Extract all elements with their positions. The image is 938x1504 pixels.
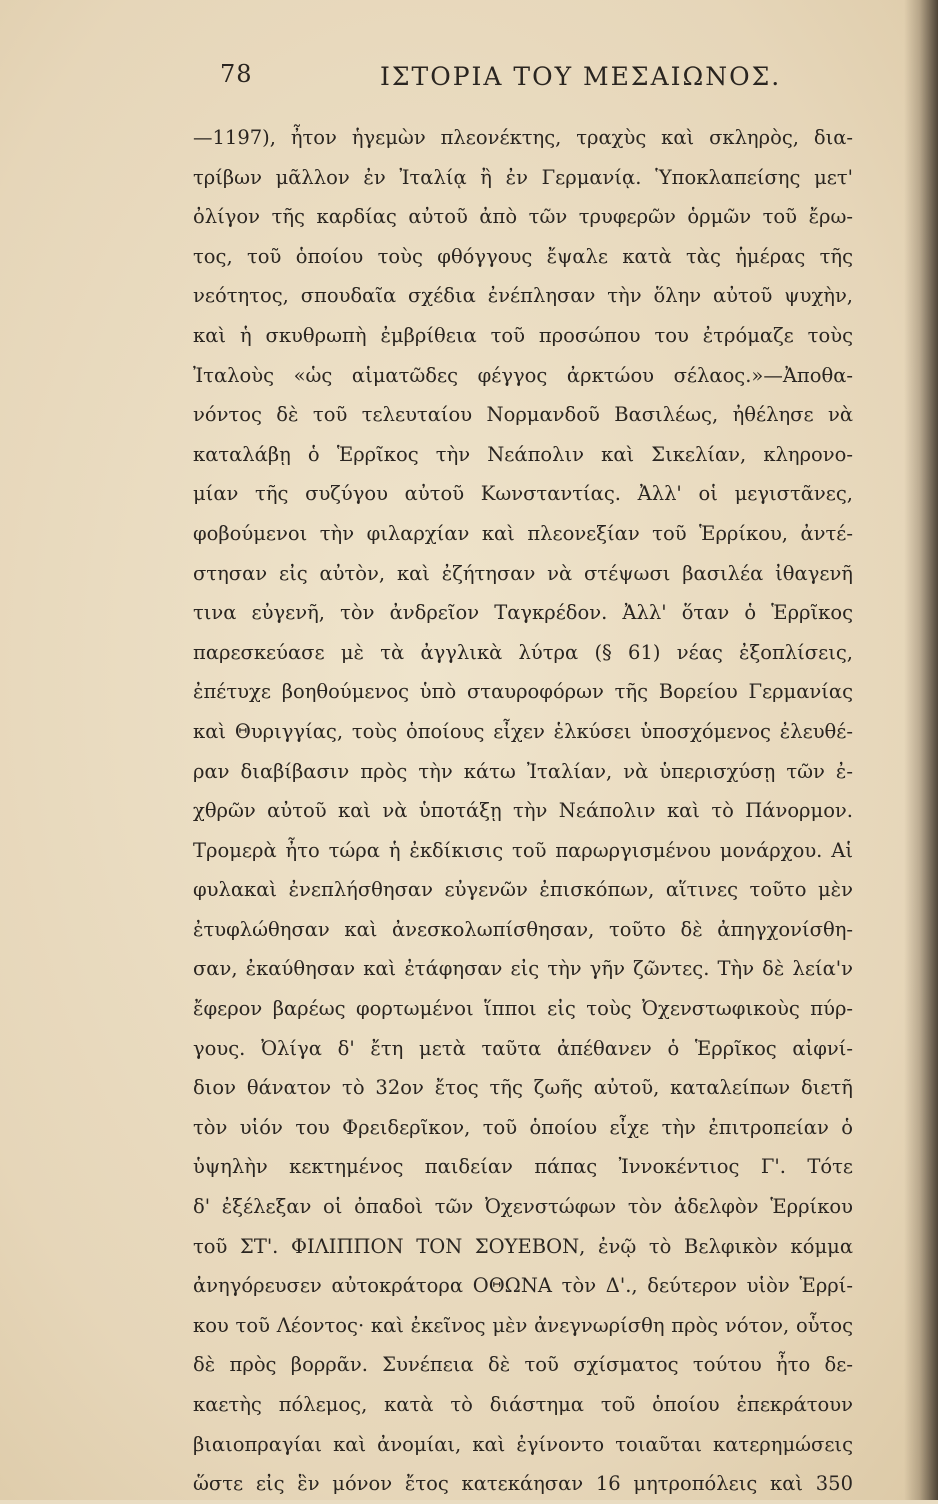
text-line: καὶ ἡ σκυθρωπὴ ἐμβρίθεια τοῦ προσώπου του ἐτρόμαζε τοὺς xyxy=(193,323,853,347)
text-line: Τρομερὰ ἦτο τώρα ἡ ἐκδίκισις τοῦ παρωργισμένου μονάρχου. Αἱ xyxy=(193,838,853,862)
text-line: νόντος δὲ τοῦ τελευταίου Νορμανδοῦ Βασιλέως, ἠθέλησε νὰ xyxy=(193,403,853,427)
text-line: στησαν εἰς αὐτὸν, καὶ ἐζήτησαν νὰ στέψωσι βασιλέα ἰθαγενῆ xyxy=(193,561,853,585)
text-line: ἐπέτυχε βοηθούμενος ὑπὸ σταυροφόρων τῆς Βορείου Γερμανίας xyxy=(193,680,853,704)
text-line: δὲ πρὸς βορρᾶν. Συνέπεια δὲ τοῦ σχίσματος τούτου ἦτο δε- xyxy=(193,1353,853,1377)
text-line: φοβούμενοι τὴν φιλαρχίαν καὶ πλεονεξίαν τοῦ Ἑρρίκου, ἀντέ- xyxy=(193,521,853,545)
text-line: ραν διαβίβασιν πρὸς τὴν κάτω Ἰταλίαν, νὰ ὑπερισχύσῃ τῶν ἐ- xyxy=(193,759,853,783)
text-line: τινα εὐγενῆ, τὸν ἀνδρεῖον Ταγκρέδον. Ἀλλ' ὅταν ὁ Ἑρρῖκος xyxy=(193,601,853,625)
text-line: —1197), ἦτον ἡγεμὼν πλεονέκτης, τραχὺς καὶ σκληρὸς, δια- xyxy=(193,126,853,149)
text-line: φυλακαὶ ἐνεπλήσθησαν εὐγενῶν ἐπισκόπων, αἵτινες τοῦτο μὲν xyxy=(193,878,853,902)
text-line: σαν, ἐκαύθησαν καὶ ἐτάφησαν εἰς τὴν γῆν ζῶντες. Τὴν δὲ λεία'ν xyxy=(193,957,853,981)
text-line: διον θάνατον τὸ 32ον ἔτος τῆς ζωῆς αὐτοῦ, καταλείπων διετῆ xyxy=(193,1076,853,1100)
text-line: δ' ἐξέλεξαν οἱ ὀπαδοὶ τῶν Ὀχενστώφων τὸν ἀδελφὸν Ἑρρίκου xyxy=(193,1195,853,1219)
text-line: νεότητος, σπουδαῖα σχέδια ἐνέπλησαν τὴν ὅλην αὐτοῦ ψυχὴν, xyxy=(193,284,853,308)
text-line: Ἰταλοὺς «ὡς αἱματῶδες φέγγος ἀρκτώου σέλαος.»—Ἀποθα- xyxy=(193,363,853,387)
body-text xyxy=(193,118,853,1504)
binding-shadow xyxy=(904,0,938,1500)
text-line: καὶ Θυριγγίας, τοὺς ὁποίους εἶχεν ἑλκύσει ὑποσχόμενος ἐλευθέ- xyxy=(193,719,853,743)
text-line: τοῦ ΣΤ'. ΦΙΛΙΠΠΟΝ ΤΟΝ ΣΟΥΕΒΟΝ, ἐνῷ τὸ Βελφικὸν κόμμα xyxy=(193,1234,853,1258)
text-line: βιαιοπραγίαι καὶ ἀνομίαι, καὶ ἐγίνοντο τοιαῦται κατερημώσεις xyxy=(193,1432,853,1456)
text-line: παρεσκεύασε μὲ τὰ ἀγγλικὰ λύτρα (§ 61) νέας ἐξοπλίσεις, xyxy=(193,640,853,664)
text-line: τρίβων μᾶλλον ἐν Ἰταλίᾳ ἢ ἐν Γερμανίᾳ. Ὑποκλαπείσης μετ' xyxy=(193,165,853,189)
text-line: τὸν υἱόν του Φρειδερῖκον, τοῦ ὁποίου εἶχε τὴν ἐπιτροπείαν ὁ xyxy=(193,1115,853,1139)
text-line: χθρῶν αὐτοῦ καὶ νὰ ὑποτάξῃ τὴν Νεάπολιν καὶ τὸ Πάνορμον. xyxy=(193,799,853,823)
text-line: ἐτυφλώθησαν καὶ ἀνεσκολωπίσθησαν, τοῦτο δὲ ἀπηγχονίσθη- xyxy=(193,917,853,941)
page-header xyxy=(220,60,880,100)
text-line: γους. Ὀλίγα δ' ἔτη μετὰ ταῦτα ἀπέθανεν ὁ Ἑρρῖκος αἰφνί- xyxy=(193,1036,853,1060)
text-line: ὑψηλὴν κεκτημένος παιδείαν πάπας Ἰννοκέντιος Γ'. Τότε xyxy=(193,1155,853,1179)
text-line: καετὴς πόλεμος, κατὰ τὸ διάστημα τοῦ ὁποίου ἐπεκράτουν xyxy=(193,1393,853,1416)
text-line: ὥστε εἰς ἓν μόνον ἔτος κατεκάησαν 16 μητροπόλεις καὶ 350 xyxy=(193,1472,853,1496)
text-line: κου τοῦ Λέοντος· καὶ ἐκεῖνος μὲν ἀνεγνωρίσθη πρὸς νότον, οὗτος xyxy=(193,1313,853,1337)
text-line: ὀλίγον τῆς καρδίας αὐτοῦ ἀπὸ τῶν τρυφερῶν ὁρμῶν τοῦ ἔρω- xyxy=(193,205,853,229)
running-title: ΙΣΤΟΡΙΑ ΤΟΥ ΜΕΣΑΙΩΝΟΣ. xyxy=(380,62,782,91)
text-line: ἔφερον βαρέως φορτωμένοι ἵπποι εἰς τοὺς Ὀχενστωφικοὺς πύρ- xyxy=(193,997,853,1021)
text-line: τος, τοῦ ὁποίου τοὺς φθόγγους ἔψαλε κατὰ τὰς ἡμέρας τῆς xyxy=(193,244,853,268)
text-line: μίαν τῆς συζύγου αὐτοῦ Κωνσταντίας. Ἀλλ' οἱ μεγιστᾶνες, xyxy=(193,482,853,506)
page-number: 78 xyxy=(220,60,253,88)
text-line: καταλάβῃ ὁ Ἑρρῖκος τὴν Νεάπολιν καὶ Σικελίαν, κληρονο- xyxy=(193,442,853,466)
text-line: ἀνηγόρευσεν αὐτοκράτορα ΟΘΩΝΑ τὸν Δ'., δεύτερον υἱὸν Ἑρρί- xyxy=(193,1274,853,1298)
